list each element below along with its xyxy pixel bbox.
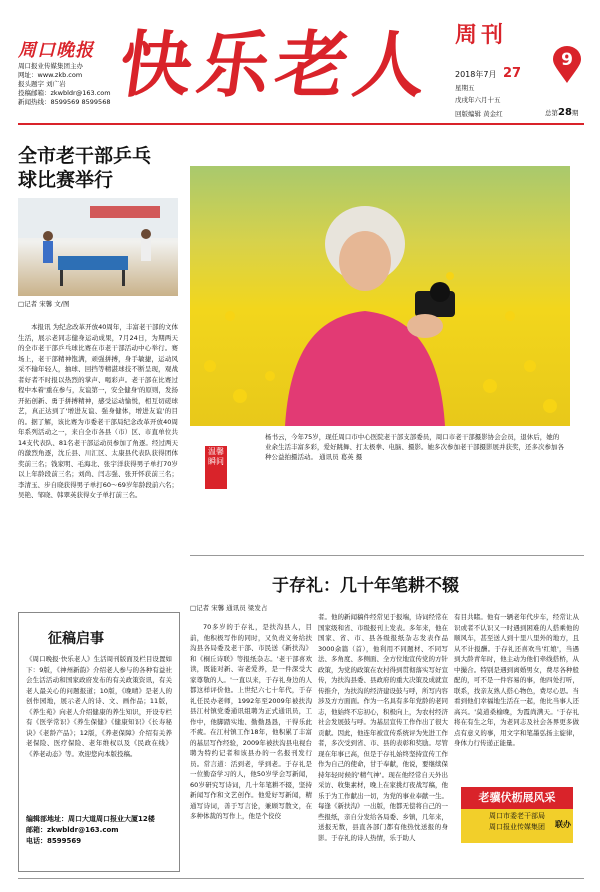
story2-headline: 于存礼：几十年笔耕不辍 [272,576,459,596]
issue-number-unit: 期 [571,109,579,117]
page-editor: 回版编辑 黄金红 [455,110,503,118]
story2-column-2: 者。他的新闻稿件经常见于报端，诗词经常在国家级和省、市级报刊上发表。多年来，他在国家、省、市、县各级报纸杂志发表作品3000余篇（首），他利用不同题材、不同写法、多角度、多侧面、全方位地宣传党的方针政策，为党的政策在农村得到贯彻落实写好宣传，为扶沟县委、县政府的重大决策及成就宣传推介，为扶沟的经济建设鼓与呼，所写内容涉及方方面面。作为一名具有多年党龄的老同志，他始终不忘初心，积极向上，为农村经济社会发展鼓与呼。为基层宣传工作作出了很大贡献。因此，他连年被宣传系统评为先进工作者，多次受到省、市、县的表彰和奖励。尽管现在年事已高，但是于存礼始终坚持宣传工作作为自己的使命，甘于奉献，他说，要继续保持年轻时候的'精气神'。现在他经常自天外出采访、收集素材，晚上在家挑灯夜战写稿，他乐于为工作献出一切，为党的事业奉献一生。每逢《新扶沟》一出版，他都无偿将自己的一些报纸，亲自分发给各局委、乡镇，几年来，送报无数，县直各部门都有他热忱送报的身影。于存礼的诗人热情，乐于助人 [318,613,448,842]
story2-byline: □记者 宋馨 通讯员 梁发占 [190,604,268,612]
issue-number-label: 总第 [545,109,558,117]
story1-photo [18,198,178,296]
call-for-submissions-body: 《周口晚报·快乐老人》生活周刊版面及栏目设置如下：9版，《神州新韵》介绍老人参与的各种有益社会生活活动和国家政府发布的有关政策资讯，有关老人最关心的问题报道；10版，《晚晴》是老人的创作园地，展示老人的诗、文、画作品；11版，《养生苑》向老人介绍健康的养生知识，开设专栏有《医学常识》《养生保健》《健康知识》《长寿秘诀》《老龄产品》；12版，《养老保障》介绍有关养老保险、医疗保险、老年维权以及《民政在线》《养老动态》等。欢迎您向本版投稿。 [26,655,172,758]
masthead-info [18,62,128,107]
masthead-info-line: 新闻热线：8599569 8599568 [18,98,111,106]
column-banner-org: 周口报业传媒集团 [489,823,545,831]
masthead-rule [18,123,584,125]
story2-column-1: 70多岁的于存礼，是扶沟县人，目前，他积极写作的同时，又负责义务给扶沟县各局委及老干部、市民送《新扶沟》和《桐丘诗联》等报纸杂志。'老干部喜欢读，既能对新、寄老爱养，是一件深受大家尊敬的人。'一直以来，于存礼身边的人都这样评价他。上世纪六七十年代，于存礼任民办老师，1992年至2009年被扶沟县江村镇党委通讯组聘为正式通讯员，工作中，他脚踏实地、勤勤恳恳，干得乐此不疲。在江村镇工作18年，他积累了丰富的基层写作经验，2009年被扶沟县电视台聘为特约记者和该县办的一名报刊发行员。常言道：活到老，学到老。于存礼是一位勤奋学习的人，他50岁学会写新闻，60岁研究写诗词，几十年笔耕不辍，坚持新闻写作和文艺创作。他爱好写新闻，精通写诗词，善于写言论，兼顾写散文，在多种体裁的写作上，他是个佼佼 [190,623,312,820]
editorial-address: 编辑部地址：周口大道周口报业大厦12楼 [26,815,155,823]
editorial-contact [26,814,172,847]
story1-body: 本报讯 为纪念改革开放40周年，丰富老干部的文体生活，展示老同志健身运动成果，7月24日，为期两天的全市老干部乒乓球比赛在市老干部活动中心举行。赛场上，老干部精神饱满，顽强拼搏，身手敏捷，运动风采不输年轻人，抽球、回挡等精湛球技不断呈现，观战者好者不时报以热烈的掌声、喝彩声。老干部在比赛过程中本着'重在参与，友谊第一，安全健身'的原则，发扬开拓创新、勇于拼搏精神，感受运动愉悦，相互切磋球艺，真正达到了'增进友谊、强身健体，增进友谊'的目的。据了解，该比赛为市委老干部局纪念改革开放40周年系列活动之一，来自全市各县（市）区、市直单位共14支代表队、81名老干部运动员参加了角逐。经过两天的激烈角逐，沈丘县、川汇区、太康县代表队获得团体奖前三名；钱家明、毛海北、张宇洋获得男子单打70岁以上年龄段前三名；刘尚、闫志强、张开怀获前三名；李清玉、步自晓获得男子单打60～69岁年龄段前六名；吴艳、邹晓、韩翠英获得女子单打前三名。 [18,323,178,499]
section-divider [190,555,584,556]
story1-byline: □记者 宋馨 文/图 [18,300,70,308]
issue-date-month: 2018年7月 [455,70,497,79]
masthead-info-line: 投稿邮箱：zkwbldr@163.com [18,89,111,97]
weekly-label: 周刊 [455,23,508,48]
ping-pong-scene-icon [18,198,178,296]
bottom-rule [18,878,584,879]
masthead-info-line: 报头题字 刘广岩 [18,80,66,88]
issue-number-value: 28 [558,107,572,118]
page-number: 9 [561,50,573,70]
weekday: 星期五 [455,84,475,92]
photo-caption: 杨书云，今年75岁，现任周口市中心医院老干部支部委员，周口市老干部摄影协会会员，退休后，她的业余生活丰富多彩，爱好跳舞、打太极拳、电脑、摄影。她多次参加老干部摄影展并获奖，还多次参加各种公益拍摄活动。 通讯员 葛英 摄 [265,433,564,461]
masthead-info-line: 周口报业传媒集团主办 [18,62,83,70]
flower-field-portrait-icon [190,166,570,426]
issue-date [455,66,521,81]
story2-column-3: 有目共睹。他有一辆老年代步车，经常让从识或者不认识又一时遇到困难的人搭乘他的顺风车，甚至送人到十里八里外的地方，且从不计报酬。于存礼还喜欢当'红娘'，当遇到大龄青年时，他主动为他们牵线搭桥，从中撮合。特别是遇到离婚男女，费尽各种般配的，可不是一件容易的事，他四处打听，联系，找亲友熟人搭心物色，费尽心思。当看到他们幸福地生活在一起，他比当事人还高兴。'莫道桑榆晚，为霞尚满天。'于存礼将在有生之年，为老同志及社会各界更多做点有意义的事，用文字和笔墨弘扬主旋律，身体力行传递正能量。 [454,613,579,747]
column-banner-tag: 联办 [555,820,571,829]
story1-headline: 全市老干部乒乓球比赛举行 [18,145,152,191]
supplement-title: 快乐老人 [114,22,439,107]
call-for-submissions-title: 征稿启事 [48,631,104,647]
editorial-phone: 电话：8599569 [26,837,82,845]
page-number-badge [552,46,582,84]
issue-date-day: 27 [503,66,522,81]
photo-column-label: 温馨瞬间 [205,446,227,489]
newspaper-logo: 周口晚报 [18,40,94,61]
feature-photo [190,166,570,426]
editorial-email: 邮箱：zkwbldr@163.com [26,826,119,834]
column-banner-org: 周口市委老干部局 [489,812,545,820]
masthead-info-line: 网址：www.zkb.com [18,71,83,79]
column-banner [461,787,573,843]
issue-number [545,108,578,118]
column-banner-title: 老骥伏枥展风采 [461,787,573,809]
lunar-date: 戊戌年六月十五 [455,96,501,104]
